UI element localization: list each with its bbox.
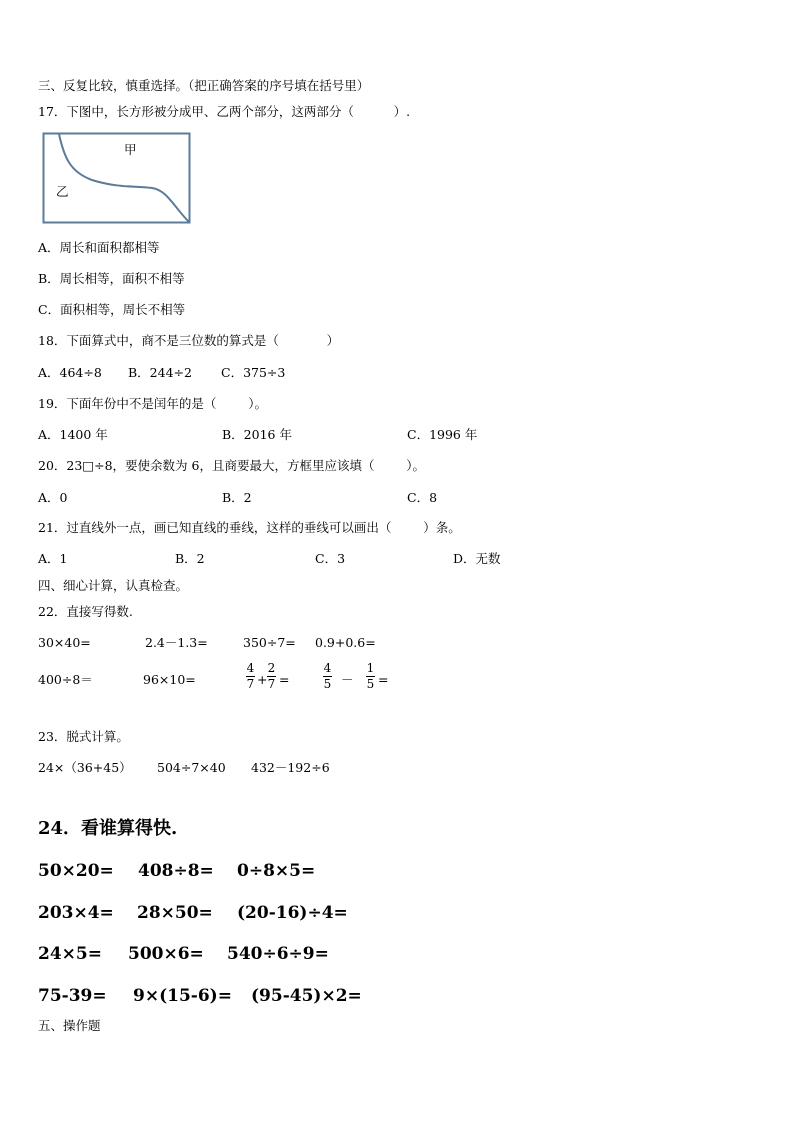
fraction-2-7 bbox=[267, 662, 276, 691]
numerator: 1 bbox=[366, 661, 375, 675]
q19-stem: 19．下面年份中不是闰年的是（ ）。 bbox=[38, 396, 267, 411]
q21-option-b: B．2 bbox=[175, 551, 205, 566]
q17-figure bbox=[42, 132, 192, 226]
q23-stem: 23．脱式计算。 bbox=[38, 729, 129, 744]
denominator: 5 bbox=[323, 677, 332, 691]
plus-sign: + bbox=[257, 672, 268, 687]
q23-item: 432－192÷6 bbox=[251, 760, 330, 775]
numerator: 2 bbox=[267, 661, 276, 675]
q20-option-a: A．0 bbox=[38, 490, 68, 505]
numerator: 4 bbox=[323, 661, 332, 675]
label-yi: 乙 bbox=[56, 184, 69, 199]
q24-item: 28×50= bbox=[137, 903, 213, 923]
denominator: 7 bbox=[246, 677, 255, 691]
fraction-4-7 bbox=[246, 662, 255, 691]
q21-stem: 21．过直线外一点，画已知直线的垂线，这样的垂线可以画出（ ）条。 bbox=[38, 520, 461, 535]
q21-option-d: D．无数 bbox=[453, 551, 501, 566]
section-5-title: 五、操作题 bbox=[38, 1018, 101, 1033]
q24-item: 0÷8×5= bbox=[237, 861, 316, 881]
q22-item: 96×10= bbox=[143, 672, 196, 687]
equals-sign: = bbox=[279, 672, 290, 687]
q22-item: 350÷7= bbox=[243, 635, 296, 650]
q24-item: (95-45)×2= bbox=[251, 986, 362, 1006]
fraction-4-5 bbox=[323, 662, 332, 691]
fraction-1-5 bbox=[366, 662, 375, 691]
q18-option-b: B．244÷2 bbox=[128, 365, 192, 380]
rectangle-outline bbox=[44, 134, 190, 223]
q19-option-b: B．2016 年 bbox=[222, 427, 292, 442]
q21-option-c: C．3 bbox=[315, 551, 346, 566]
rectangle-split-diagram bbox=[42, 132, 192, 226]
q17-option-c: C．面积相等，周长不相等 bbox=[38, 302, 186, 317]
q24-item: 9×(15-6)= bbox=[133, 986, 232, 1006]
section-4-title: 四、细心计算，认真检查。 bbox=[38, 578, 189, 593]
q22-item: 30×40= bbox=[38, 635, 91, 650]
label-jia: 甲 bbox=[124, 142, 137, 157]
q23-item: 504÷7×40 bbox=[157, 760, 226, 775]
q19-option-a: A．1400 年 bbox=[38, 427, 108, 442]
q21-option-a: A．1 bbox=[38, 551, 68, 566]
q22-item: 0.9+0.6= bbox=[315, 635, 376, 650]
section-3-title: 三、反复比较，慎重选择。（把正确答案的序号填在括号里） bbox=[38, 78, 370, 93]
q24-item: 203×4= bbox=[38, 903, 114, 923]
q22-item: 400÷8＝ bbox=[38, 672, 93, 687]
minus-sign: － bbox=[341, 672, 354, 687]
equals-sign: = bbox=[378, 672, 389, 687]
q20-stem: 20．23□÷8，要使余数为 6，且商要最大，方框里应该填（ ）。 bbox=[38, 458, 426, 473]
q19-option-c: C．1996 年 bbox=[407, 427, 478, 442]
q22-item: 2.4－1.3= bbox=[145, 635, 208, 650]
q24-item: 540÷6÷9= bbox=[227, 944, 329, 964]
q24-stem: 24．看谁算得快. bbox=[38, 818, 178, 839]
q24-item: 500×6= bbox=[128, 944, 204, 964]
q18-option-c: C．375÷3 bbox=[221, 365, 286, 380]
q17-stem: 17．下图中，长方形被分成甲、乙两个部分，这两部分（ ）. bbox=[38, 104, 411, 119]
numerator: 4 bbox=[246, 661, 255, 675]
q24-item: 75-39= bbox=[38, 986, 107, 1006]
q24-item: 408÷8= bbox=[138, 861, 214, 881]
q20-option-c: C．8 bbox=[407, 490, 438, 505]
q17-option-a: A．周长和面积都相等 bbox=[38, 240, 160, 255]
q18-stem: 18．下面算式中，商不是三位数的算式是（ ） bbox=[38, 333, 340, 348]
q17-option-b: B．周长相等，面积不相等 bbox=[38, 271, 185, 286]
denominator: 7 bbox=[267, 677, 276, 691]
denominator: 5 bbox=[366, 677, 375, 691]
q18-option-a: A．464÷8 bbox=[38, 365, 102, 380]
q24-item: 50×20= bbox=[38, 861, 114, 881]
q20-option-b: B．2 bbox=[222, 490, 252, 505]
q24-item: 24×5= bbox=[38, 944, 102, 964]
q23-item: 24×（36+45） bbox=[38, 760, 132, 775]
q24-item: (20-16)÷4= bbox=[237, 903, 348, 923]
q22-stem: 22．直接写得数. bbox=[38, 604, 133, 619]
